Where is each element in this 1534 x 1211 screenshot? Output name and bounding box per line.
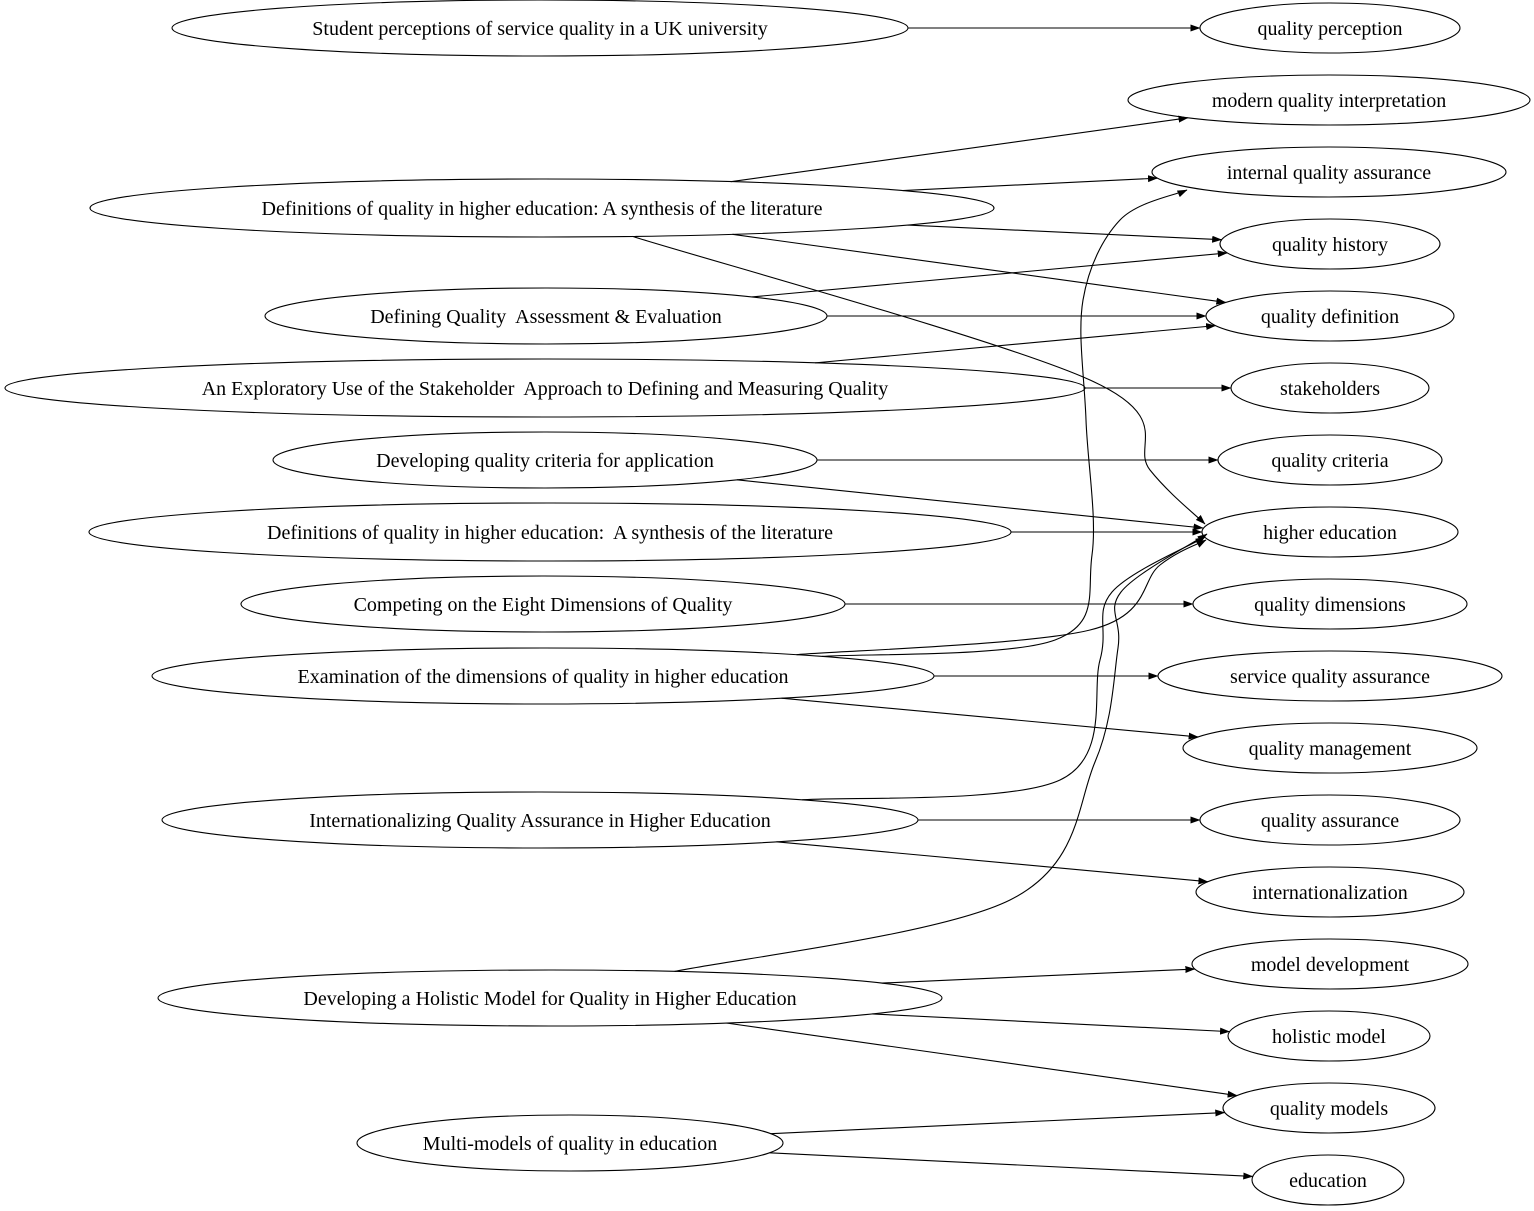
graph-node-label: quality dimensions: [1254, 594, 1406, 616]
graph-node-label: model development: [1250, 954, 1410, 976]
graph-edge-p2-k2: [731, 118, 1188, 182]
graph-edge-p3-k4: [752, 253, 1227, 297]
graph-node-label: quality perception: [1257, 18, 1403, 40]
graph-node-label: Student perceptions of service quality in a UK university: [312, 18, 768, 40]
graph-node-label: holistic model: [1272, 1026, 1386, 1048]
graph-node-label: quality history: [1271, 234, 1389, 256]
graph-node-label: quality assurance: [1260, 810, 1400, 832]
graph-node-label: Developing a Holistic Model for Quality in Higher Education: [303, 988, 797, 1010]
graph-edge-p8-k3: [822, 190, 1187, 656]
graph-node-label: quality criteria: [1271, 450, 1389, 472]
graph-edge-p4-k5: [815, 326, 1216, 363]
graph-node-label: Internationalizing Quality Assurance in Higher Education: [309, 810, 771, 832]
graph-edge-p11-k17: [770, 1153, 1253, 1177]
graph-edge-p11-k16: [771, 1113, 1225, 1134]
graph-node-label: Developing quality criteria for application: [376, 450, 714, 472]
graph-node-label: An Exploratory Use of the Stakeholder Approach to Defining and Measuring Quality: [201, 378, 889, 400]
graph-edge-p2-k3: [903, 178, 1158, 190]
graph-node-label: stakeholders: [1280, 378, 1380, 400]
graph-node-label: Definitions of quality in higher education: A synthesis of the literature: [267, 522, 833, 544]
graph-edge-p9-k13: [776, 842, 1207, 882]
graph-node-label: higher education: [1263, 522, 1397, 544]
graph-edge-p10-k14: [882, 969, 1195, 983]
graph-node-label: Multi-models of quality in education: [422, 1133, 718, 1155]
graph-node-label: education: [1289, 1170, 1367, 1192]
graph-node-label: quality models: [1269, 1098, 1389, 1120]
graph-edge-p10-k15: [872, 1014, 1229, 1032]
graph-node-label: service quality assurance: [1230, 666, 1430, 688]
graph-node-label: internal quality assurance: [1226, 162, 1432, 184]
graph-node-label: Defining Quality Assessment & Evaluation: [370, 306, 722, 328]
graph-node-label: modern quality interpretation: [1211, 90, 1447, 112]
graph-edge-p10-k16: [726, 1023, 1237, 1096]
graph-edge-p8-k11: [782, 698, 1199, 737]
graph-node-label: Definitions of quality in higher education: A synthesis of the literature: [261, 198, 823, 220]
graph-edge-p2-k4: [908, 225, 1222, 240]
graph-node-label: quality definition: [1260, 306, 1400, 328]
graph-edge-p8-k8: [796, 540, 1206, 655]
graph-node-label: Examination of the dimensions of quality in higher education: [297, 666, 789, 688]
graph-node-label: Competing on the Eight Dimensions of Quality: [353, 594, 733, 616]
graph-node-label: quality management: [1248, 738, 1412, 760]
graph-node-label: internationalization: [1252, 882, 1408, 904]
